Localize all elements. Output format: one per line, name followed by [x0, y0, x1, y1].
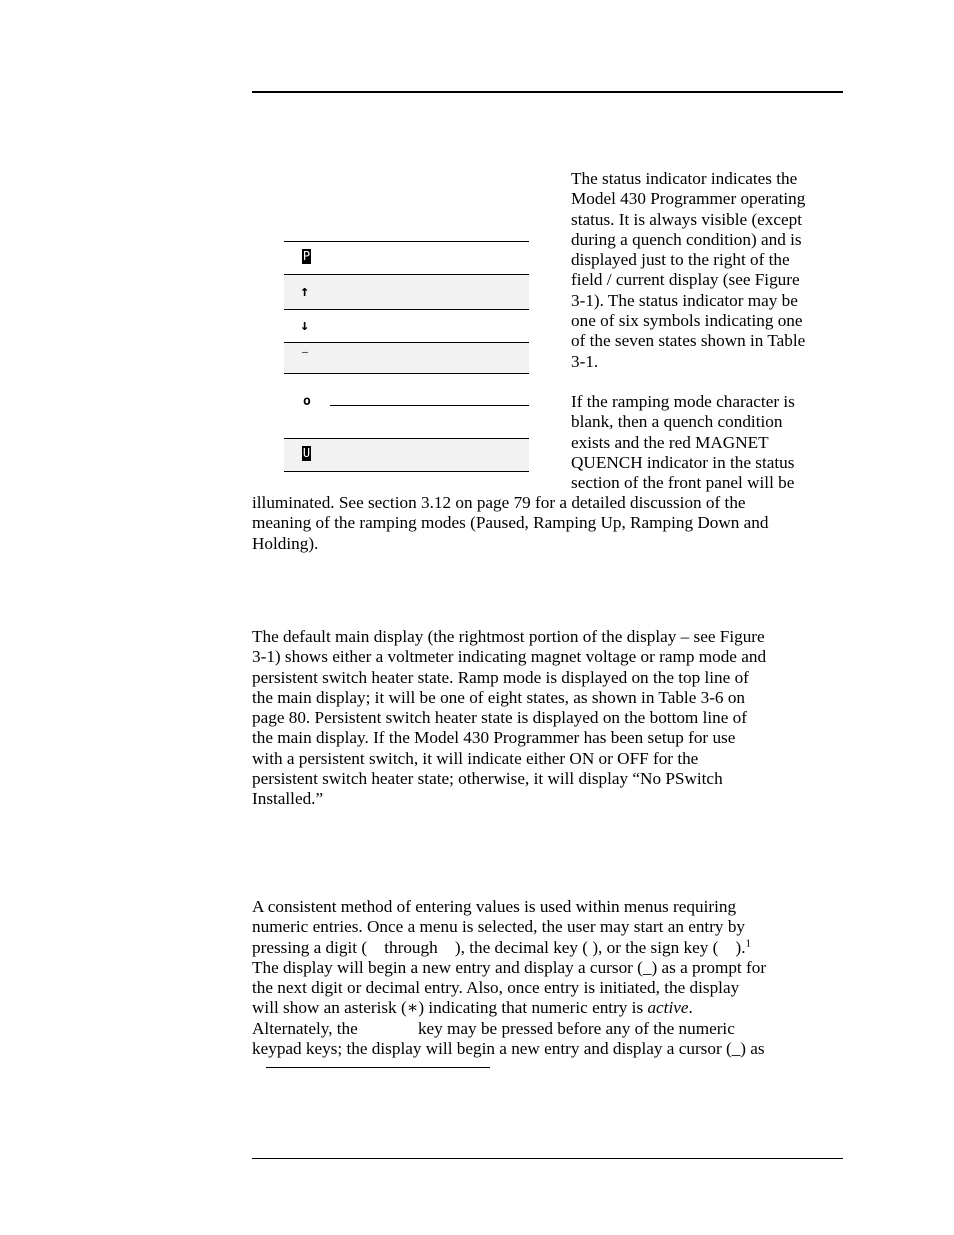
text-segment: . [688, 998, 693, 1018]
text-line: the next digit or decimal entry. Also, once entry is initiated, the display [252, 978, 740, 998]
table-rule [284, 373, 529, 374]
footnote-marker[interactable]: 1 [745, 936, 752, 949]
table-row-ramping-up [284, 275, 529, 309]
ramping-modes-paragraph [252, 493, 843, 554]
footer-rule [252, 1158, 843, 1159]
table-row-heater [284, 439, 529, 471]
text-line: displayed just to the right of the [571, 250, 790, 270]
quench-paragraph [571, 392, 843, 493]
text-line: numeric entries. Once a menu is selected, the user may start an entry by [252, 917, 746, 937]
text-line [252, 998, 843, 1018]
table-rule [284, 471, 529, 472]
text-line: the main display. If the Model 430 Programmer has been setup for use [252, 728, 736, 748]
emphasis-active: active [647, 998, 689, 1018]
text-line: one of six symbols indicating one [571, 311, 803, 331]
paused-symbol: P [302, 249, 311, 263]
text-line: with a persistent switch, it will indicate either ON or OFF for the [252, 748, 699, 768]
text-line: illuminated. See section 3.12 on page 79 for a detailed discussion of the [252, 493, 746, 512]
text-segment: pressing a digit ( through ), the decimal key ( ), or the sign key ( ). [252, 937, 746, 957]
text-line: of the seven states shown in Table [571, 331, 806, 351]
status-indicator-paragraph [571, 169, 843, 372]
table-row-ramping-down [284, 310, 529, 342]
text-line [252, 938, 843, 958]
text-line: meaning of the ramping modes (Paused, Ramping Up, Ramping Down and [252, 513, 769, 533]
text-line: Model 430 Programmer operating [571, 189, 806, 209]
text-line: QUENCH indicator in the status [571, 452, 795, 472]
table-row-holding [284, 343, 529, 373]
text-line: field / current display (see Figure [571, 270, 800, 290]
text-line: 3-1. [571, 351, 599, 371]
text-line: 3-1). The status indicator may be [571, 290, 798, 310]
text-line: status. It is always visible (except [571, 209, 803, 229]
text-line: persistent switch heater state; otherwise, it will display “No PSwitch [252, 769, 723, 789]
text-line: blank, then a quench condition [571, 412, 783, 432]
main-display-paragraph [252, 627, 843, 810]
text-line: Alternately, the key may be pressed before any of the numeric [252, 1018, 735, 1038]
text-line: 3-1) shows either a voltmeter indicating magnet voltage or ramp mode and [252, 647, 767, 667]
zero-symbol: o [303, 394, 311, 409]
numeric-entry-paragraph [252, 897, 843, 1059]
text-line: The default main display (the rightmost portion of the display – see Figure [252, 627, 765, 646]
text-line: section of the front panel will be [571, 473, 795, 493]
text-line: during a quench condition) and is [571, 229, 802, 249]
text-line: page 80. Persistent switch heater state is displayed on the bottom line of [252, 708, 747, 728]
table-subrule [330, 405, 529, 406]
text-line: A consistent method of entering values is used within menus requiring [252, 897, 737, 916]
ramping-up-arrow-icon: ↑ [300, 282, 310, 300]
heater-symbol: U [302, 446, 311, 460]
text-line: exists and the red MAGNET [571, 432, 769, 452]
footnote-separator [266, 1067, 490, 1068]
text-segment: will show an asterisk (∗) indicating that numeric entry is [252, 998, 648, 1018]
text-line: Holding). [252, 533, 319, 553]
text-line: If the ramping mode character is [571, 392, 795, 411]
text-line: persistent switch heater state. Ramp mode is displayed on the top line of [252, 667, 749, 687]
text-line: keypad keys; the display will begin a new entry and display a cursor (_) as [252, 1039, 765, 1059]
text-line: Installed.” [252, 789, 324, 809]
ramping-down-arrow-icon: ↓ [300, 316, 310, 334]
table-row-paused [284, 242, 529, 274]
text-line: The status indicator indicates the [571, 169, 798, 188]
header-rule [252, 91, 843, 93]
holding-symbol: – [302, 347, 309, 358]
text-line: the main display; it will be one of eight states, as shown in Table 3-6 on [252, 687, 746, 707]
text-line: The display will begin a new entry and display a cursor (_) as a prompt for [252, 957, 767, 977]
